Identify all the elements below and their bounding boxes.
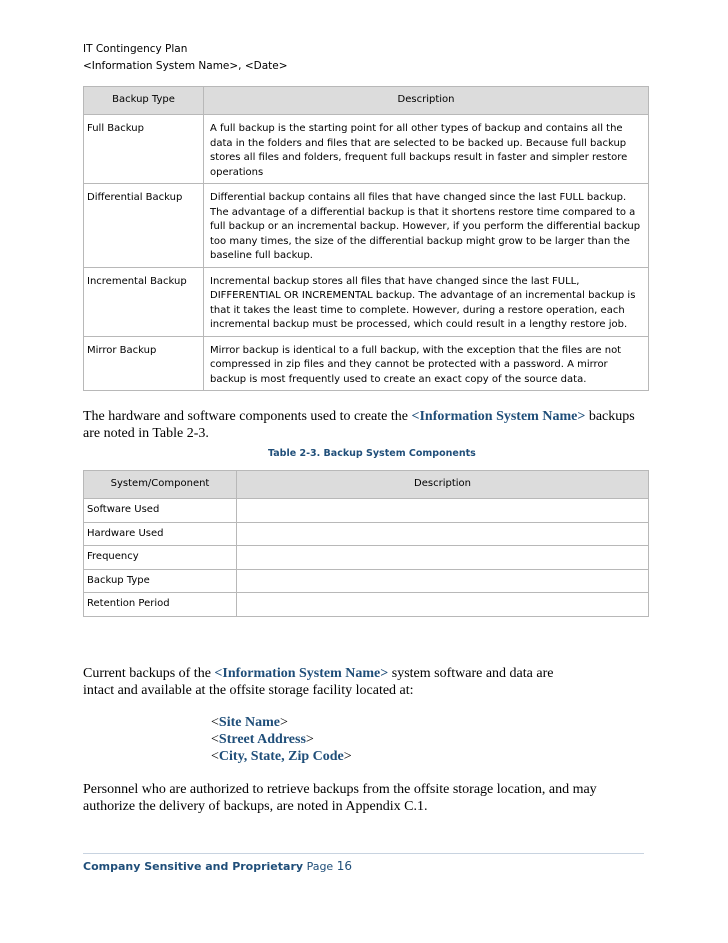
description-cell: Differential backup contains all files that have changed since the last FULL backup. The advantage of a differential backup is that it shortens restore time compared to a full backup or an incremental backup. However, if you perform the differential backup too many times, the size of the differential backup might grow to be larger than the baseline full backup.	[204, 184, 649, 268]
table-row	[84, 499, 649, 523]
component-cell: Software Used	[84, 499, 237, 523]
table-row	[84, 267, 649, 336]
description-cell: Incremental backup stores all files that have changed since the last FULL, DIFFERENTIAL OR INCREMENTAL backup. The advantage of an incremental backup is that it takes the least time to complete. However, during a restore operation, each incremental backup must be processed, which could result in a lengthy restore job.	[204, 267, 649, 336]
backup-type-cell: Full Backup	[84, 115, 204, 184]
backup-type-cell: Mirror Backup	[84, 336, 204, 391]
paragraph-components-intro: The hardware and software components used to create the <Information System Name> backups are noted in Table 2-3.	[83, 409, 635, 441]
table-row	[84, 115, 649, 184]
page-footer	[83, 859, 352, 873]
backup-types-table	[83, 86, 649, 391]
description-cell: A full backup is the starting point for all other types of backup and contains all the data in the folders and files that are selected to be backed up. Because full backup stores all files and folders, frequent full backups result in faster and simpler restore operations	[204, 115, 649, 184]
table-header-row	[84, 87, 649, 115]
backup-type-cell: Differential Backup	[84, 184, 204, 268]
header-system-date: <Information System Name>, <Date>	[83, 60, 288, 72]
component-description-cell[interactable]	[237, 499, 649, 523]
component-description-cell[interactable]	[237, 593, 649, 617]
table-row	[84, 593, 649, 617]
table-row	[84, 184, 649, 268]
header-title: IT Contingency Plan	[83, 43, 188, 55]
backup-components-table	[83, 470, 649, 617]
component-description-cell[interactable]	[237, 522, 649, 546]
system-name-placeholder: <Information System Name>	[411, 409, 586, 424]
page-number: 16	[336, 859, 352, 873]
system-name-placeholder: <Information System Name>	[214, 666, 389, 681]
table-row	[84, 522, 649, 546]
running-header	[83, 41, 288, 75]
paragraph-current-backups: Current backups of the <Information System Name> system software and data are intact and available at the offsite storage facility located at:	[83, 666, 554, 698]
site-name-line: <Site Name>	[211, 715, 288, 730]
component-cell: Retention Period	[84, 593, 237, 617]
offsite-address-block	[211, 714, 352, 765]
table-row	[84, 569, 649, 593]
component-description-cell[interactable]	[237, 569, 649, 593]
description-cell: Mirror backup is identical to a full backup, with the exception that the files are not compressed in zip files and they cannot be protected with a password. A mirror backup is most frequently used to create an exact copy of the source data.	[204, 336, 649, 391]
paragraph-personnel: Personnel who are authorized to retrieve backups from the offsite storage location, and may authorize the delivery of backups, are noted in Appendix C.1.	[83, 782, 597, 814]
footer-page-word: Page	[306, 860, 334, 873]
city-state-zip-line: <City, State, Zip Code>	[211, 749, 352, 764]
backup-type-cell: Incremental Backup	[84, 267, 204, 336]
table-row	[84, 546, 649, 570]
street-address-line: <Street Address>	[211, 732, 314, 747]
component-cell: Hardware Used	[84, 522, 237, 546]
column-header-system-component: System/Component	[84, 471, 237, 499]
footer-divider	[83, 853, 644, 854]
component-cell: Frequency	[84, 546, 237, 570]
table-row	[84, 336, 649, 391]
column-header-description: Description	[204, 87, 649, 115]
table-caption: Table 2-3. Backup System Components	[268, 448, 476, 459]
column-header-description: Description	[237, 471, 649, 499]
component-description-cell[interactable]	[237, 546, 649, 570]
column-header-backup-type: Backup Type	[84, 87, 204, 115]
component-cell: Backup Type	[84, 569, 237, 593]
table-header-row	[84, 471, 649, 499]
footer-label: Company Sensitive and Proprietary	[83, 860, 304, 873]
